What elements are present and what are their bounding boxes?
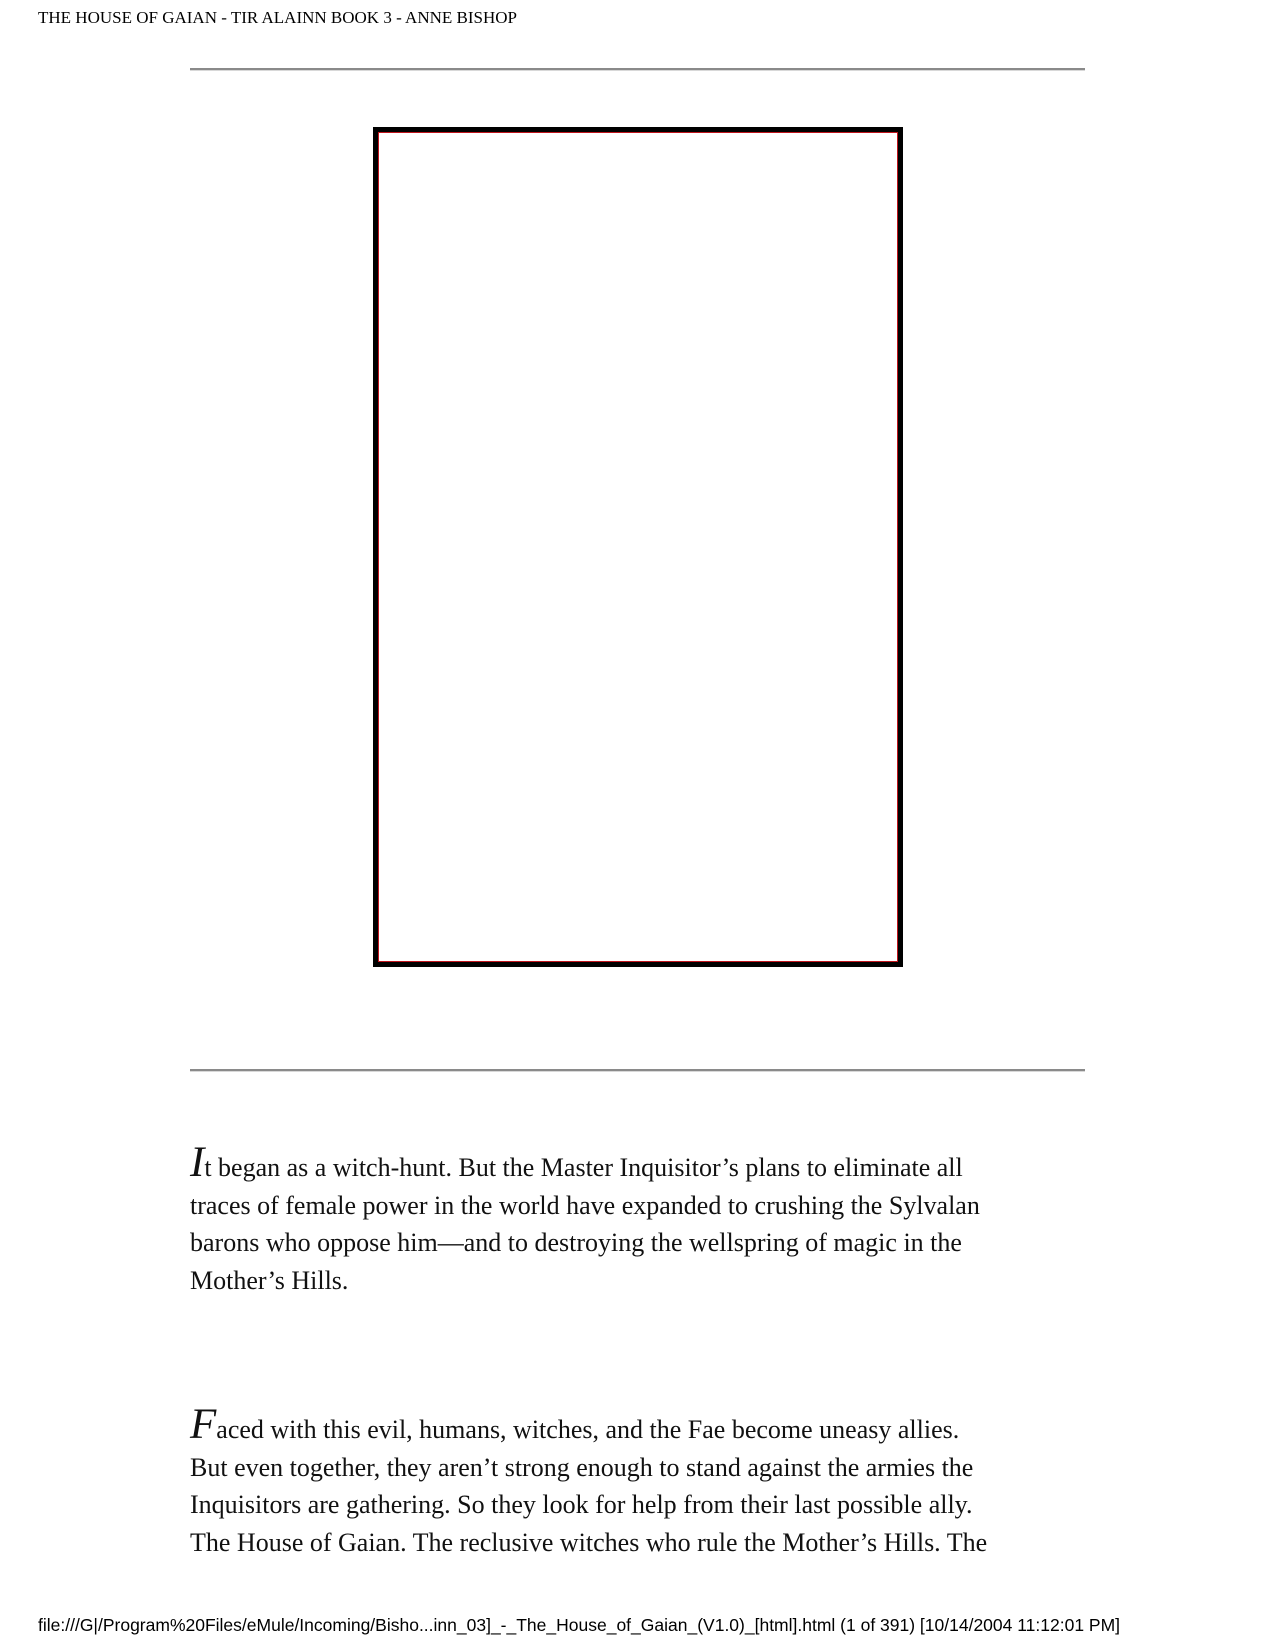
paragraph-line: barons who oppose him—and to destroying the wellspring of magic in the — [190, 1228, 962, 1257]
blurb-paragraph-2 — [190, 1403, 1090, 1561]
paragraph-line: traces of female power in the world have expanded to crushing the Sylvalan — [190, 1190, 980, 1220]
top-horizontal-rule — [190, 68, 1085, 71]
cover-image-inner-border — [378, 132, 898, 962]
paragraph-line: It began as a witch-hunt. But the Master Inquisitor’s plans to eliminate all — [190, 1139, 963, 1186]
bottom-horizontal-rule — [190, 1069, 1085, 1072]
running-header: THE HOUSE OF GAIAN - TIR ALAINN BOOK 3 - ANNE BISHOP — [38, 8, 517, 27]
cover-image-frame — [373, 127, 903, 967]
paragraph-line: Faced with this evil, humans, witches, and the Fae become uneasy allies. — [190, 1401, 960, 1448]
paragraph-line: Mother’s Hills. — [190, 1265, 349, 1295]
blurb-paragraph-1 — [190, 1141, 1090, 1299]
paragraph-line: The House of Gaian. The reclusive witches who rule the Mother’s Hills. The — [190, 1527, 988, 1557]
page-footer-source-path: file:///G|/Program%20Files/eMule/Incoming/Bisho...inn_03]_-_The_House_of_Gaian_(V1.0)_[html].html (1 of 391) [10/14/2004 11:12:01 PM] — [38, 1615, 1121, 1635]
paragraph-line: Inquisitors are gathering. So they look for help from their last possible ally. — [190, 1490, 973, 1519]
drop-cap: F — [190, 1401, 217, 1448]
paragraph-line: But even together, they aren’t strong enough to stand against the armies the — [190, 1452, 974, 1482]
drop-cap: I — [190, 1139, 205, 1186]
